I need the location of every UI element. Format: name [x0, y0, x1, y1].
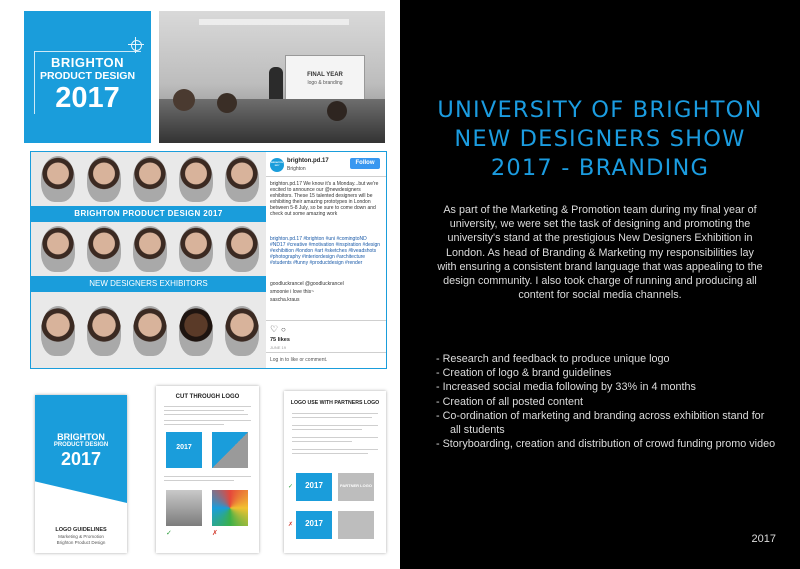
text-line — [292, 453, 368, 454]
cross-icon: ✗ — [288, 522, 294, 528]
portrait-row — [35, 224, 265, 276]
project-description: As part of the Marketing & Promotion team during my final year of university, we were set the task of designing and promoting the university's stand at the prestigious New Designers Exhibition in London. As head of Branding & Marketing my responsibilities lay with ensuring a consistent brand language that was appealing to the design community. I also took charge of running and producing all content for social media channels. — [437, 204, 763, 302]
slide-title: FINAL YEAR — [307, 72, 343, 78]
logo-sample — [296, 511, 332, 539]
profile-avatar[interactable] — [270, 158, 284, 172]
text-line — [292, 449, 378, 450]
text-line — [292, 437, 378, 438]
page-title: CUT THROUGH LOGO — [175, 394, 240, 400]
partner-logo-box — [338, 511, 374, 539]
list-item: - Creation of all posted content — [436, 395, 584, 408]
guidelines-page-partners — [284, 391, 386, 553]
logo-sample-photo — [212, 432, 248, 468]
comment: sascha.kraus — [270, 297, 300, 303]
cover-title: LOGO GUIDELINES — [55, 527, 107, 533]
audience-head — [173, 89, 195, 111]
logo-line3: 2017 — [55, 82, 120, 114]
title-line: 2017 - BRANDING — [490, 155, 710, 181]
cover-logo-line3: 2017 — [60, 449, 102, 469]
project-description-panel — [400, 0, 800, 569]
list-item: - Storyboarding, creation and distribution of crowd funding promo video — [436, 438, 776, 451]
title-line: NEW DESIGNERS SHOW — [454, 126, 746, 152]
slide-subtitle: logo & branding — [307, 80, 343, 86]
exhibitors-image — [31, 152, 266, 368]
logo-sample-colorful — [212, 490, 248, 526]
text-line — [292, 417, 372, 418]
divider — [266, 352, 386, 353]
text-line — [292, 429, 362, 430]
responsibilities-list — [436, 352, 776, 451]
guidelines-cover — [35, 395, 127, 553]
banner-top: BRIGHTON PRODUCT DESIGN 2017 — [31, 206, 266, 222]
project-title — [400, 96, 800, 183]
comment-icon[interactable]: ○ — [281, 325, 286, 334]
partner-logo-box — [338, 473, 374, 501]
post-date: JUNE 19 — [270, 345, 287, 350]
post-hashtags: brighton.pd.17 #brighton #uni #comingtoND #ND17 #creative #motivation #inspiration #design #exhibition #london #art #sketches #liveadshots #photography #interiordesign #architecture #students #funny #productdesign #render — [270, 236, 381, 266]
cover-logo-line2: PRODUCT DESIGN — [53, 442, 109, 448]
text-line — [292, 441, 352, 442]
text-line — [164, 424, 224, 425]
login-prompt[interactable]: Log in to like or comment. — [270, 357, 328, 363]
brand-logo-card — [24, 11, 151, 143]
page-title: LOGO USE WITH PARTNERS LOGO — [290, 400, 380, 406]
follow-button[interactable]: Follow — [350, 158, 380, 169]
portrait-row — [35, 302, 265, 362]
username[interactable]: brighton.pd.17 — [287, 158, 329, 164]
portrait-row — [35, 154, 265, 206]
divider — [266, 320, 386, 321]
comment: smoonie i love this~ — [270, 289, 315, 295]
heart-icon[interactable]: ♡ — [270, 324, 279, 334]
ceiling-lights — [199, 19, 349, 25]
logo-sample-photo — [166, 490, 202, 526]
logo-sample — [296, 473, 332, 501]
logo-crosshair-icon — [128, 37, 144, 53]
check-icon: ✓ — [288, 484, 294, 490]
text-line — [292, 425, 378, 426]
list-item: - Creation of logo & brand guidelines — [436, 367, 612, 380]
avatar-text: BRIGHTON 2017 — [271, 162, 283, 167]
logo-line1: BRIGHTON — [50, 55, 125, 70]
cover-subtitle: Marketing & Promotion — [58, 534, 104, 539]
likes-count: 75 likes — [270, 337, 290, 343]
check-icon: ✓ — [166, 530, 172, 537]
cross-icon: ✗ — [212, 530, 218, 537]
sample-logo-text: 2017 — [305, 519, 323, 528]
list-item: - Co-ordination of marketing and branding across exhibition stand for all students — [436, 409, 765, 437]
text-line — [164, 406, 251, 407]
divider — [266, 176, 386, 177]
title-line: UNIVERSITY OF BRIGHTON — [437, 97, 763, 123]
logo-line2: PRODUCT DESIGN — [39, 70, 136, 82]
list-item: - Increased social media following by 33% in 4 months — [436, 381, 696, 394]
instagram-post — [30, 151, 387, 369]
logo-sample — [166, 432, 202, 468]
sample-logo-text: 2017 — [176, 444, 192, 451]
sample-logo-text: 2017 — [305, 481, 323, 490]
instagram-sidebar — [266, 152, 386, 368]
partner-logo-label: PARTNER LOGO — [340, 483, 372, 488]
text-line — [164, 420, 251, 421]
cover-logo-line1: BRIGHTON — [57, 432, 105, 442]
audience-head — [327, 101, 347, 121]
text-line — [164, 410, 244, 411]
page-year: 2017 — [751, 533, 776, 545]
text-line — [292, 413, 378, 414]
location[interactable]: Brighton — [287, 166, 306, 172]
comment: goodluckrancel @goodluckrancel — [270, 281, 344, 287]
list-item: - Research and feedback to produce unique logo — [436, 353, 670, 365]
post-caption: brighton.pd.17 We know it's a Monday...but we're excited to announce our @newdesigners exhibitors. These 15 talented designers will be exhibiting their amazing prototypes in London between 5-8 July, so be sure to come down and check out some amazing work — [270, 181, 379, 217]
guidelines-page-cut-through — [156, 386, 259, 553]
presentation-photo — [159, 11, 385, 143]
banner-bottom: NEW DESIGNERS EXHIBITORS — [31, 276, 266, 292]
audience-head — [217, 93, 237, 113]
text-line — [164, 476, 251, 477]
text-line — [164, 480, 234, 481]
text-line — [164, 414, 248, 415]
cover-subtitle: Brighton Product Design — [56, 540, 106, 545]
